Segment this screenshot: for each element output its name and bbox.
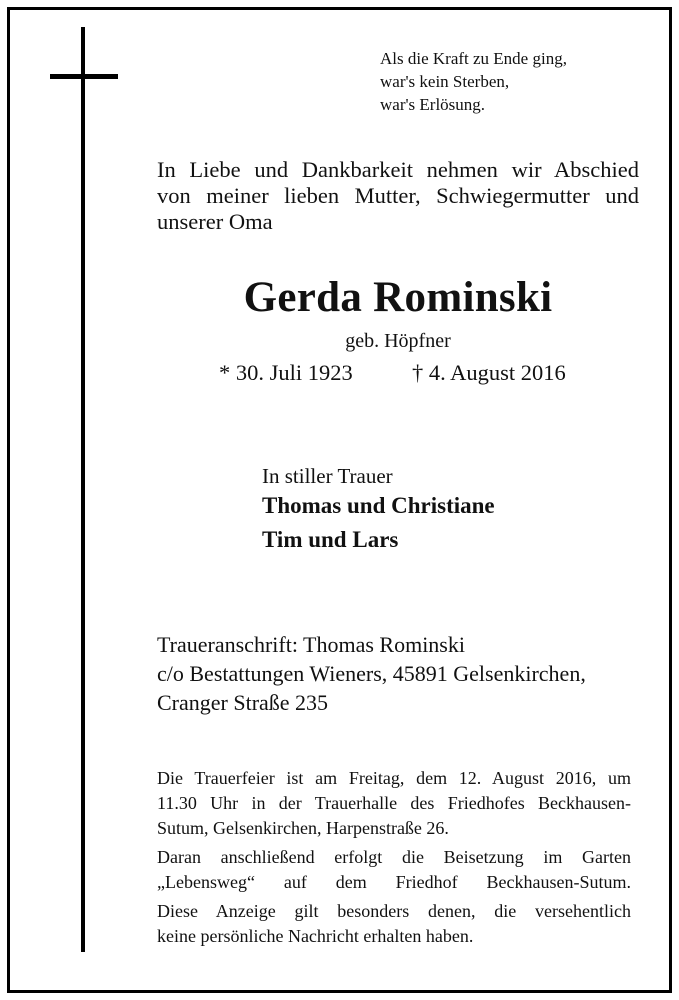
funeral-paragraph bbox=[157, 766, 631, 841]
poem bbox=[380, 47, 567, 116]
poem-line: war's Erlösung. bbox=[380, 95, 486, 114]
cross-icon-horizontal bbox=[50, 74, 118, 79]
mourners-heading: In stiller Trauer bbox=[262, 464, 393, 488]
address-line: Traueranschrift: Thomas Rominski bbox=[157, 632, 465, 657]
mourners bbox=[262, 463, 495, 557]
burial-line: „Lebensweg“ auf dem Friedhof Beckhausen-Sutum. bbox=[157, 872, 631, 892]
funeral-line: Die Trauerfeier ist am Freitag, dem 12. August 2016, um bbox=[157, 768, 631, 788]
funeral-line: 11.30 Uhr in der Trauerhalle des Friedhofes Beckhausen- bbox=[157, 793, 631, 813]
burial-paragraph bbox=[157, 845, 631, 895]
deceased-name: Gerda Rominski bbox=[243, 274, 553, 321]
mourning-address bbox=[157, 630, 586, 717]
death-date: † 4. August 2016 bbox=[412, 360, 566, 385]
address-line: c/o Bestattungen Wieners, 45891 Gelsenkirchen, bbox=[157, 661, 586, 686]
intro-line: In Liebe und Dankbarkeit nehmen wir Abschied bbox=[157, 157, 639, 182]
notice-line: keine persönliche Nachricht erhalten haben. bbox=[157, 926, 474, 946]
mourner-name: Tim und Lars bbox=[262, 527, 399, 552]
burial-line: Daran anschließend erfolgt die Beisetzung im Garten bbox=[157, 847, 631, 867]
birth-name: geb. Höpfner bbox=[345, 330, 451, 352]
funeral-info bbox=[157, 766, 631, 953]
funeral-line: Sutum, Gelsenkirchen, Harpenstraße 26. bbox=[157, 818, 449, 838]
notice-line: Diese Anzeige gilt besonders denen, die versehentlich bbox=[157, 901, 631, 921]
cross-icon-vertical bbox=[81, 27, 85, 952]
poem-line: Als die Kraft zu Ende ging, bbox=[380, 49, 567, 68]
birth-date: * 30. Juli 1923 bbox=[219, 360, 353, 385]
poem-line: war's kein Sterben, bbox=[380, 72, 510, 91]
mourner-name: Thomas und Christiane bbox=[262, 493, 495, 518]
intro-line: von meiner lieben Mutter, Schwiegermutter und bbox=[157, 183, 639, 208]
life-dates bbox=[219, 360, 566, 386]
address-line: Cranger Straße 235 bbox=[157, 690, 329, 715]
intro-text bbox=[157, 157, 639, 235]
intro-line: unserer Oma bbox=[157, 209, 273, 234]
notice-paragraph bbox=[157, 899, 631, 949]
